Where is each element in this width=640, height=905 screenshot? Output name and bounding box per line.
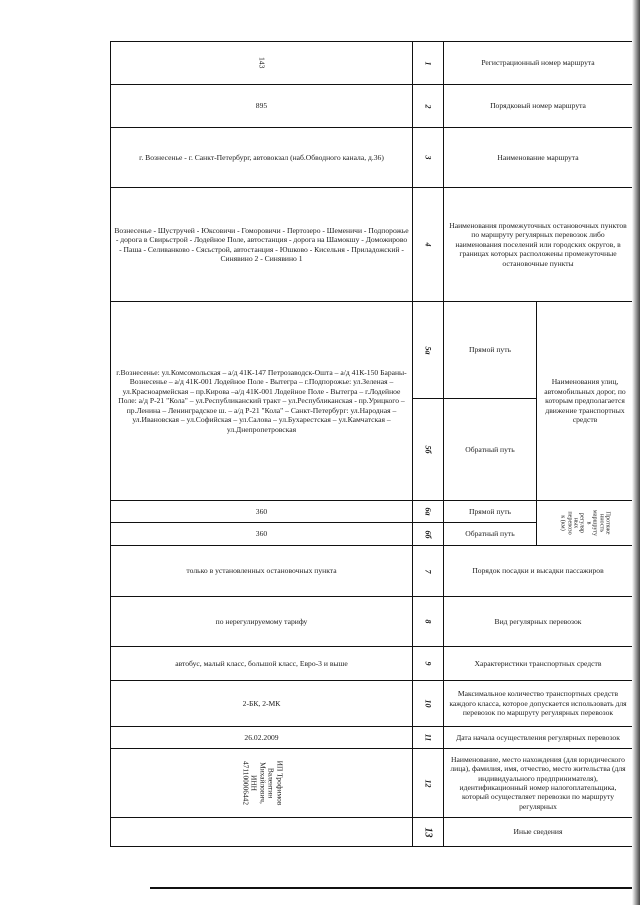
row-label: Порядковый номер маршрута [490, 101, 586, 111]
row-number: 9 [423, 661, 433, 666]
row-number: 5а [423, 346, 433, 354]
row-label: Дата начала осуществления регулярных перевозок [456, 732, 620, 742]
boarding-order-value: только в установленных остановочных пункта [186, 566, 337, 576]
other-info-value [111, 818, 412, 846]
length-forward-value: 360 [255, 506, 268, 516]
row-label: Вид регулярных перевозок [494, 616, 582, 626]
row-label: Максимальное количество транспортных средств каждого класса, которое допускается использовать для перевозок по маршруту регулярных перевозок [449, 689, 627, 718]
transport-type-value: по нерегулируемому тарифу [215, 616, 308, 626]
vehicle-characteristics-value: автобус, малый класс, большой класс, Евро-3 и выше [175, 658, 348, 668]
row-number: 5б [423, 445, 433, 454]
table-border-bottom [110, 846, 632, 847]
row-label: Наименование маршрута [497, 152, 579, 162]
scan-edge-shadow [632, 0, 640, 905]
direction-label-forward: Прямой путь [469, 506, 511, 516]
row-number: 6б [423, 530, 433, 538]
start-date-value: 26.02.2009 [244, 732, 279, 742]
row-number: 3 [423, 155, 433, 160]
row-number: 13 [422, 827, 434, 837]
row-number: 1 [423, 61, 433, 65]
row-number: 4 [423, 242, 433, 247]
row-number: 6а [423, 507, 433, 516]
route-name-value: г. Вознесенье - г. Санкт-Петербург, автовокзал (наб.Обводного канала, д.36) [139, 152, 384, 162]
streets-value: г.Вознесенье: ул.Комсомольская – а/д 41К-147 Петрозаводск-Ошта – а/д 41К-150 Бараны-Вознесенье – а/д 41К-001 Лодейное Поле - Вытегра – г.Подпорожье: ул.Зеленая – ул.Красноармейская – пр.Кирова –а/д 41К-001 Лодейное Поле - Вытегра – г.Лодейное Поле: а/д Р-21 "Кола" – ул.Республиканский тракт – ул.Республиканская - пр.Урицкого – пр.Ленина – Ленинградское ш. – а/д Р-21 "Кола" – Санкт-Петербург: ул.Народная – ул.Ивановская – ул.Софийская – ул.Салова – ул.Бухарестская – ул.Камчатская – ул.Днепропетровская [116, 368, 407, 434]
length-header: Протяже нность маршруту в регуляр ных перевозо к (км) [559, 509, 612, 537]
route-order-number-value: 895 [255, 101, 268, 111]
length-backward-value: 360 [255, 529, 268, 539]
direction-label-backward: Обратный путь [465, 529, 515, 539]
row-number: 10 [423, 699, 433, 708]
streets-header: Наименования улиц, автомобильных дорог, по которым предполагается движение транспортных средств [544, 377, 626, 425]
scan-bottom-rule [150, 887, 640, 889]
carrier-value: ИП Трофимов Валентин Михайлович, ИНН 471100006442 [240, 760, 284, 806]
intermediate-stops-value: Вознесенье - Шустручей - Юксовичи - Гоморовичи - Пертозеро - Шеменичи - Подпорожье - дорога в Свирьстрой - Лодейное Поле, автостанция - дорога на Шамокшу - Доможирово - Паша - Селиванково - Сясьстрой, автостанция - Юшково - Кисельня - Приладожский - Синявино 2 - Синявино 1 [114, 225, 409, 263]
row-number: 2 [423, 104, 433, 108]
row-label: Наименования промежуточных остановочных пунктов по маршруту регулярных перевозок либо наименования поселений или городских округов, в границах которых расположены промежуточные остановочные пункты [449, 220, 627, 268]
row-label: Иные сведения [513, 827, 563, 837]
row-label: Наименование, место нахождения (для юридического лица), фамилия, имя, отчество, место жительства (для индивидуального предпринимателя), идентификационный номер налогоплательщика, который осуществляет перевозки по маршруту регулярных [450, 754, 626, 811]
row-number: 8 [423, 619, 433, 624]
direction-label-forward: Прямой путь [469, 345, 511, 355]
row-label: Характеристики транспортных средств [474, 658, 602, 668]
row-label: Регистрационный номер маршрута [481, 58, 595, 68]
max-vehicles-value: 2-БК, 2-МК [242, 698, 281, 708]
row-number: 11 [423, 733, 433, 742]
direction-label-backward: Обратный путь [465, 444, 515, 454]
row-number: 7 [423, 569, 433, 573]
row-label: Порядок посадки и высадки пассажиров [472, 566, 604, 576]
route-registration-value: 143 [257, 57, 267, 69]
row-number: 12 [423, 779, 433, 787]
